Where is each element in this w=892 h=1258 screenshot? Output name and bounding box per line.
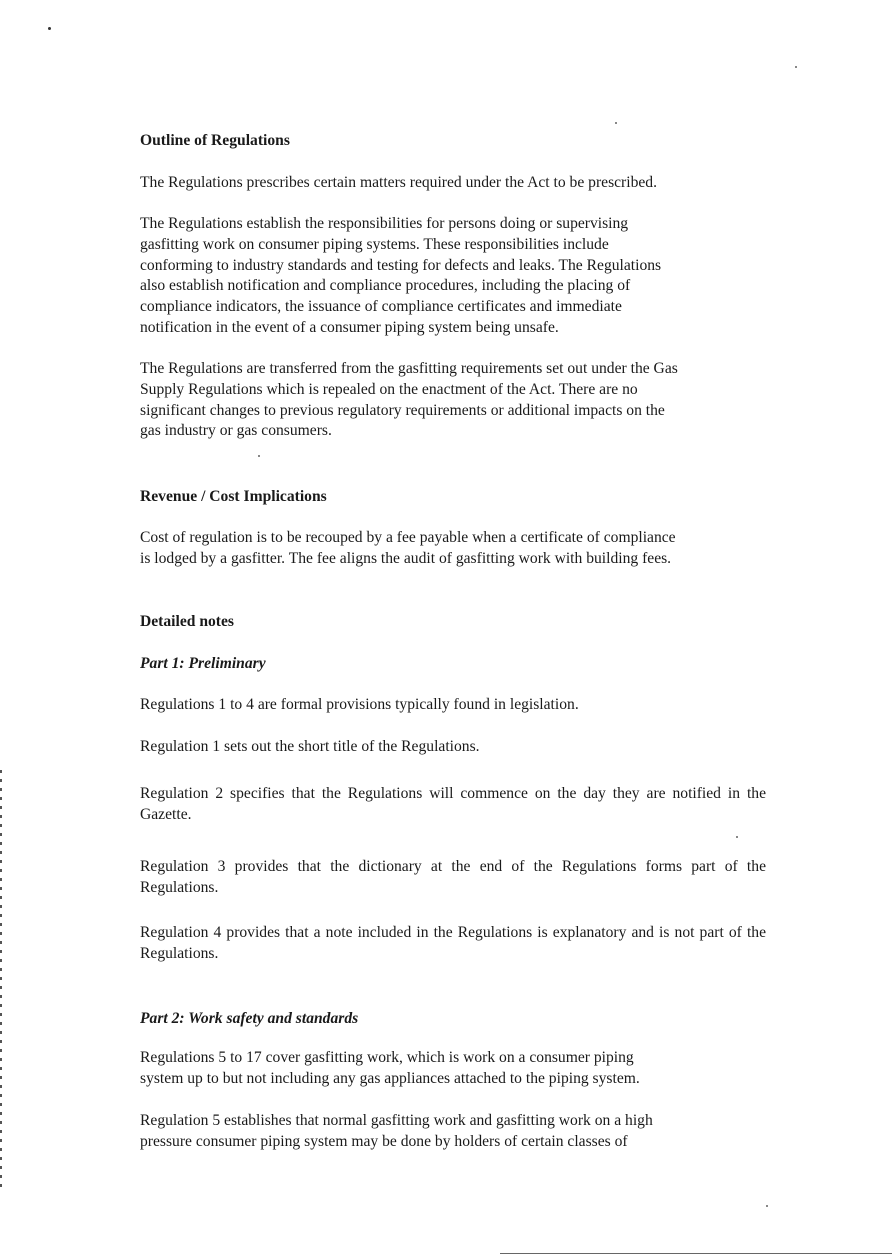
part1-heading: Part 1: Preliminary [140, 655, 266, 672]
scan-speck [258, 455, 260, 457]
part2-paragraph-1 [140, 1048, 768, 1090]
text-line: pressure consumer piping system may be done by holders of certain classes of [140, 1132, 628, 1150]
scan-speck [615, 122, 617, 124]
revenue-heading: Revenue / Cost Implications [140, 488, 327, 505]
text-line: The Regulations establish the responsibilities for persons doing or supervising [140, 215, 629, 232]
scan-mark [48, 27, 51, 30]
detailed-notes-heading: Detailed notes [140, 613, 234, 630]
part1-paragraph-2: Regulation 1 sets out the short title of the Regulations. [140, 738, 480, 755]
text-line: gas industry or gas consumers. [140, 422, 332, 440]
part1-paragraph-4: Regulation 3 provides that the dictionary at the end of the Regulations forms part of the Regulations. [140, 858, 766, 896]
scan-speck [766, 1205, 768, 1207]
text-line: Cost of regulation is to be recouped by a fee payable when a certificate of compliance [140, 529, 676, 546]
scan-speck [736, 836, 738, 838]
text-line: conforming to industry standards and testing for defects and leaks. The Regulations [140, 256, 662, 274]
part1-paragraph-1: Regulations 1 to 4 are formal provisions typically found in legislation. [140, 696, 579, 713]
text-line: Regulation 5 establishes that normal gasfitting work and gasfitting work on a high [140, 1112, 653, 1129]
text-line: compliance indicators, the issuance of compliance certificates and immediate [140, 298, 622, 316]
text-line: The Regulations are transferred from the gasfitting requirements set out under the Gas [140, 360, 678, 377]
text-line: is lodged by a gasfitter. The fee aligns the audit of gasfitting work with building fees. [140, 549, 672, 567]
text-line: significant changes to previous regulatory requirements or additional impacts on the [140, 401, 665, 419]
outline-paragraph-3 [140, 359, 768, 442]
outline-paragraph-1: The Regulations prescribes certain matters required under the Act to be prescribed. [140, 174, 657, 191]
scan-edge-artifact [0, 770, 2, 1190]
part1-paragraph-3: Regulation 2 specifies that the Regulations will commence on the day they are notified in the Gazette. [140, 785, 766, 823]
text-line: system up to but not including any gas appliances attached to the piping system. [140, 1069, 640, 1087]
scan-speck [795, 66, 797, 68]
text-line: gasfitting work on consumer piping systems. These responsibilities include [140, 235, 609, 253]
part2-heading: Part 2: Work safety and standards [140, 1010, 359, 1027]
text-line: Supply Regulations which is repealed on the enactment of the Act. There are no [140, 380, 638, 398]
part1-paragraph-5: Regulation 4 provides that a note included in the Regulations is explanatory and is not part of the Regulations. [140, 924, 766, 962]
part2-paragraph-2 [140, 1111, 768, 1153]
text-line: also establish notification and compliance procedures, including the placing of [140, 277, 631, 295]
scan-bottom-line [500, 1253, 892, 1254]
revenue-paragraph [140, 528, 768, 570]
outline-paragraph-2 [140, 214, 768, 339]
text-line: notification in the event of a consumer piping system being unsafe. [140, 318, 559, 336]
text-line: Regulations 5 to 17 cover gasfitting work, which is work on a consumer piping [140, 1049, 634, 1066]
outline-heading: Outline of Regulations [140, 132, 290, 149]
